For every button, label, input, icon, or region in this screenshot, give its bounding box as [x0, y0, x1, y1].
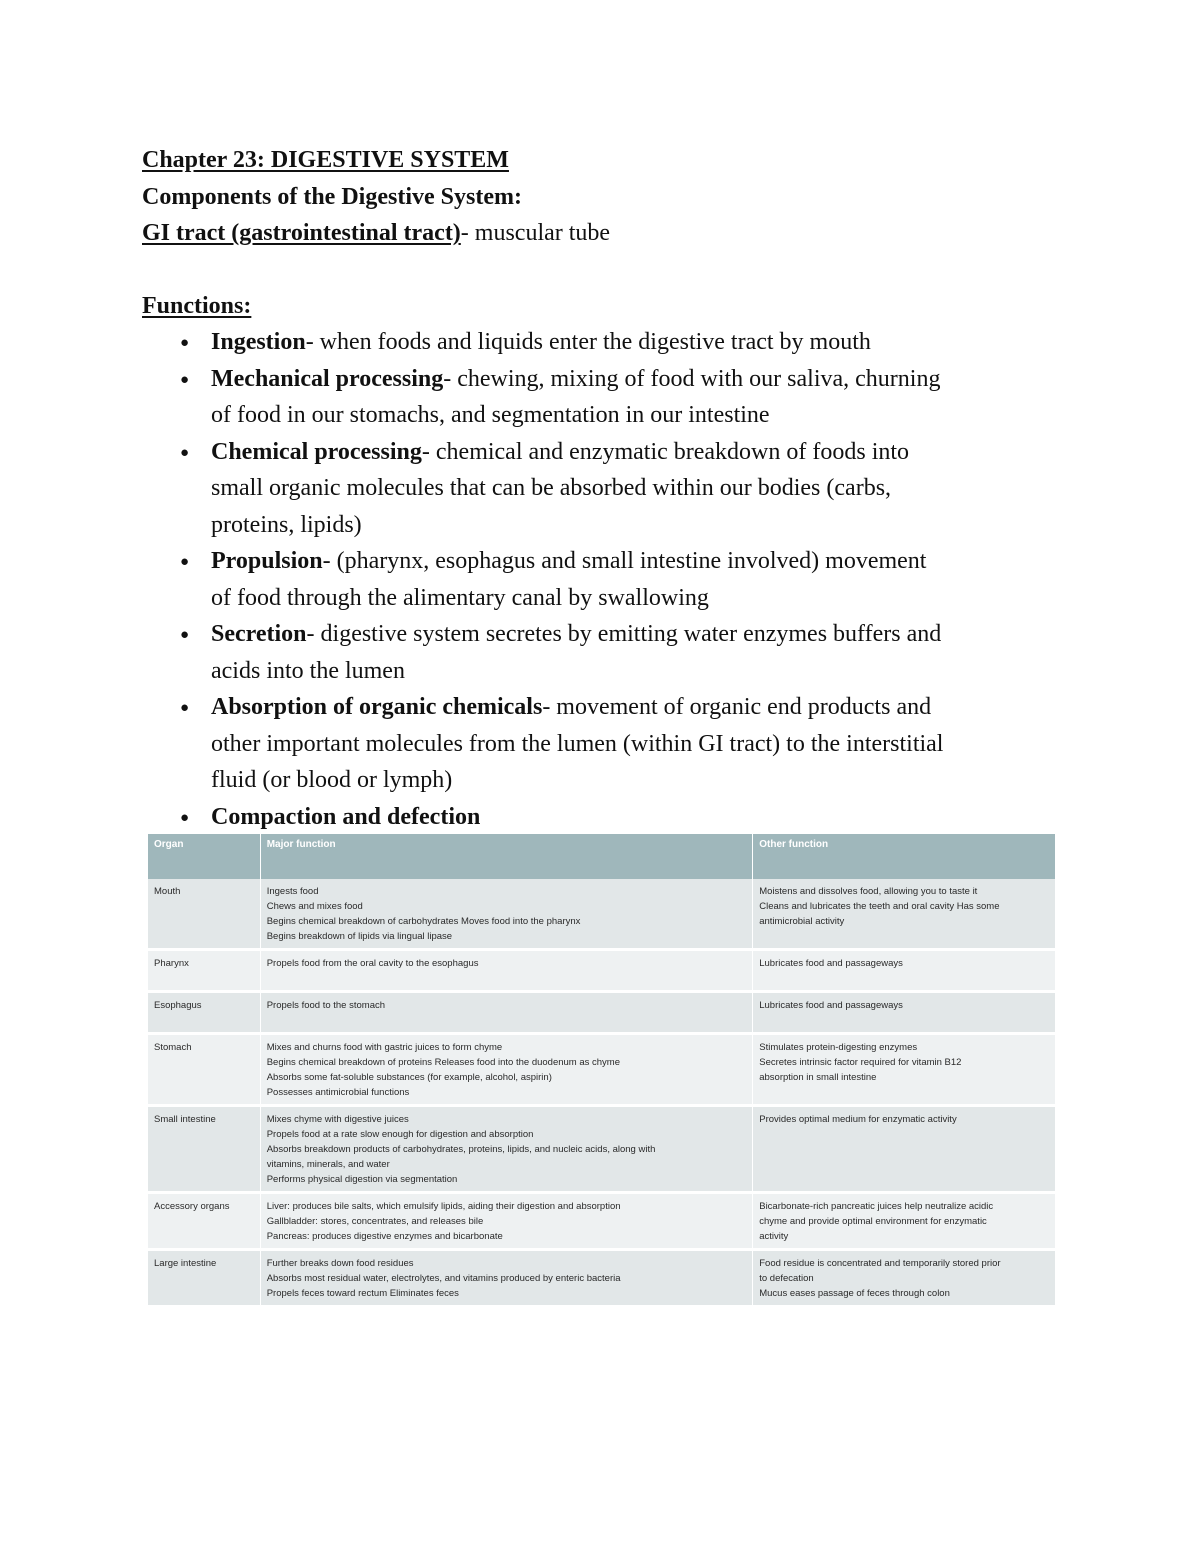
gi-tract-text: - muscular tube: [460, 220, 611, 246]
table-body: [148, 879, 1056, 1305]
function-item-compaction: [142, 799, 1062, 836]
functions-list: [142, 324, 1062, 835]
table-row: [148, 992, 1056, 1034]
organ-cell: Large intestine: [148, 1250, 260, 1306]
cell-text-line: Begins chemical breakdown of carbohydrates Moves food into the pharynx: [266, 916, 581, 927]
cell-text-line: Gallbladder: stores, concentrates, and releases bile: [266, 1216, 484, 1227]
organ-cell: Stomach: [148, 1034, 260, 1106]
table-row: [148, 1034, 1056, 1106]
function-term: Propulsion: [211, 548, 323, 574]
cell-text-line: Ingests food: [266, 886, 319, 897]
cell-text-line: Food residue is concentrated and temporarily stored prior: [759, 1258, 1001, 1269]
function-item-propulsion: [142, 543, 1062, 616]
spacer: [142, 252, 1062, 288]
gi-tract-term: GI tract (gastrointestinal tract): [142, 220, 461, 246]
organ-cell: Mouth: [148, 879, 260, 950]
organ-cell: Small intestine: [148, 1106, 260, 1193]
bullet-icon: ●: [180, 444, 190, 461]
cell-text-line: Provides optimal medium for enzymatic activity: [759, 1114, 957, 1125]
other-function-cell: [753, 1034, 1056, 1106]
cell-text-line: Stimulates protein-digesting enzymes: [759, 1042, 918, 1053]
function-text: other important molecules from the lumen (within GI tract) to the interstitial: [211, 730, 944, 757]
organ-function-table: [148, 834, 1056, 1305]
function-text: of food through the alimentary canal by swallowing: [211, 584, 709, 611]
bullet-icon: ●: [180, 700, 190, 716]
function-text: - (pharynx, esophagus and small intestine involved) movement: [322, 548, 927, 574]
cell-text-line: Propels food at a rate slow enough for digestion and absorption: [266, 1129, 534, 1140]
major-function-cell: [260, 950, 753, 992]
table-header-row: [148, 834, 1056, 879]
bullet-icon: ●: [180, 371, 190, 388]
cell-text-line: Mucus eases passage of feces through colon: [759, 1288, 950, 1299]
cell-text-line: Propels food to the stomach: [266, 1000, 386, 1011]
cell-text-line: Further breaks down food residues: [266, 1258, 414, 1269]
other-function-cell: [753, 1193, 1056, 1250]
cell-text-line: Possesses antimicrobial functions: [266, 1087, 410, 1098]
table-row: [148, 1193, 1056, 1250]
function-text: of food in our stomachs, and segmentation in our intestine: [211, 402, 770, 428]
components-heading: Components of the Digestive System:: [142, 183, 522, 210]
cell-text-line: Begins breakdown of lipids via lingual lipase: [266, 931, 453, 942]
cell-text-line: to defecation: [759, 1273, 814, 1284]
cell-text-line: absorption in small intestine: [759, 1072, 877, 1083]
cell-text-line: Propels food from the oral cavity to the esophagus: [266, 958, 479, 969]
other-function-cell: [753, 950, 1056, 992]
cell-text-line: Chews and mixes food: [266, 901, 363, 912]
function-item-secretion: [142, 616, 1062, 689]
chapter-title: Chapter 23: DIGESTIVE SYSTEM: [142, 147, 509, 173]
function-item-ingestion: [142, 324, 1062, 361]
function-text: - movement of organic end products and: [542, 694, 932, 720]
cell-text-line: Pancreas: produces digestive enzymes and bicarbonate: [266, 1231, 503, 1242]
major-function-cell: [260, 1193, 753, 1250]
organ-cell: Esophagus: [148, 992, 260, 1034]
cell-text-line: Absorbs most residual water, electrolytes, and vitamins produced by enteric bacteria: [266, 1273, 621, 1284]
function-text: small organic molecules that can be absorbed within our bodies (carbs,: [211, 475, 892, 501]
function-text: - chemical and enzymatic breakdown of foods into: [421, 438, 910, 465]
major-function-cell: [260, 879, 753, 950]
table-row: [148, 879, 1056, 950]
bullet-icon: ●: [180, 554, 190, 570]
function-term: Ingestion: [211, 329, 306, 355]
cell-text-line: Lubricates food and passageways: [759, 958, 903, 969]
cell-text-line: chyme and provide optimal environment for enzymatic: [759, 1216, 987, 1227]
cell-text-line: Liver: produces bile salts, which emulsify lipids, aiding their digestion and absorption: [266, 1201, 621, 1212]
cell-text-line: Propels feces toward rectum Eliminates feces: [266, 1288, 459, 1299]
cell-text-line: Mixes chyme with digestive juices: [266, 1114, 409, 1125]
cell-text-line: Mixes and churns food with gastric juices to form chyme: [266, 1042, 503, 1053]
other-function-cell: [753, 1106, 1056, 1193]
function-item-absorption: [142, 689, 1062, 799]
gi-tract-definition: [142, 215, 1062, 252]
functions-heading: Functions:: [142, 292, 252, 319]
function-item-mechanical: [142, 361, 1062, 434]
cell-text-line: Lubricates food and passageways: [759, 1000, 903, 1011]
function-text: proteins, lipids): [211, 511, 362, 538]
other-function-cell: [753, 1250, 1056, 1306]
cell-text-line: Begins chemical breakdown of proteins Releases food into the duodenum as chyme: [266, 1057, 621, 1068]
function-term: Absorption of organic chemicals: [211, 694, 543, 720]
cell-text-line: Performs physical digestion via segmentation: [266, 1174, 458, 1185]
table-row: [148, 950, 1056, 992]
function-text: - digestive system secretes by emitting water enzymes buffers and: [306, 621, 942, 647]
table-row: [148, 1106, 1056, 1193]
cell-text-line: Bicarbonate-rich pancreatic juices help neutralize acidic: [759, 1201, 994, 1212]
cell-text-line: Absorbs some fat-soluble substances (for example, alcohol, aspirin): [266, 1072, 552, 1083]
other-function-cell: [753, 879, 1056, 950]
major-function-cell: [260, 1106, 753, 1193]
function-text: - chewing, mixing of food with our saliva, churning: [443, 365, 941, 392]
major-function-cell: [260, 1250, 753, 1306]
cell-text-line: Secretes intrinsic factor required for vitamin B12: [759, 1057, 962, 1068]
cell-text-line: Moistens and dissolves food, allowing you to taste it: [759, 886, 978, 897]
cell-text-line: vitamins, minerals, and water: [266, 1159, 390, 1170]
function-item-chemical: [142, 434, 1062, 544]
column-header-other-function: Other function: [753, 834, 1056, 879]
column-header-organ: Organ: [148, 834, 260, 879]
function-text: acids into the lumen: [211, 657, 405, 684]
bullet-icon: ●: [180, 809, 190, 826]
organ-cell: Accessory organs: [148, 1193, 260, 1250]
major-function-cell: [260, 992, 753, 1034]
cell-text-line: Cleans and lubricates the teeth and oral cavity Has some: [759, 901, 1000, 912]
bullet-icon: ●: [180, 627, 190, 643]
bullet-icon: ●: [180, 335, 190, 351]
function-term: Chemical processing: [211, 438, 422, 465]
organ-cell: Pharynx: [148, 950, 260, 992]
major-function-cell: [260, 1034, 753, 1106]
other-function-cell: [753, 992, 1056, 1034]
function-term: Mechanical processing: [211, 365, 444, 392]
table-row: [148, 1250, 1056, 1306]
function-term: Secretion: [211, 621, 307, 647]
column-header-major-function: Major function: [260, 834, 753, 879]
function-text: - when foods and liquids enter the digestive tract by mouth: [305, 329, 871, 355]
function-term: Compaction and defection: [211, 803, 481, 830]
function-text: fluid (or blood or lymph): [211, 767, 453, 793]
cell-text-line: antimicrobial activity: [759, 916, 845, 927]
cell-text-line: Absorbs breakdown products of carbohydrates, proteins, lipids, and nucleic acids, along with: [266, 1144, 656, 1155]
document-body: [142, 142, 1062, 835]
cell-text-line: activity: [759, 1231, 789, 1242]
